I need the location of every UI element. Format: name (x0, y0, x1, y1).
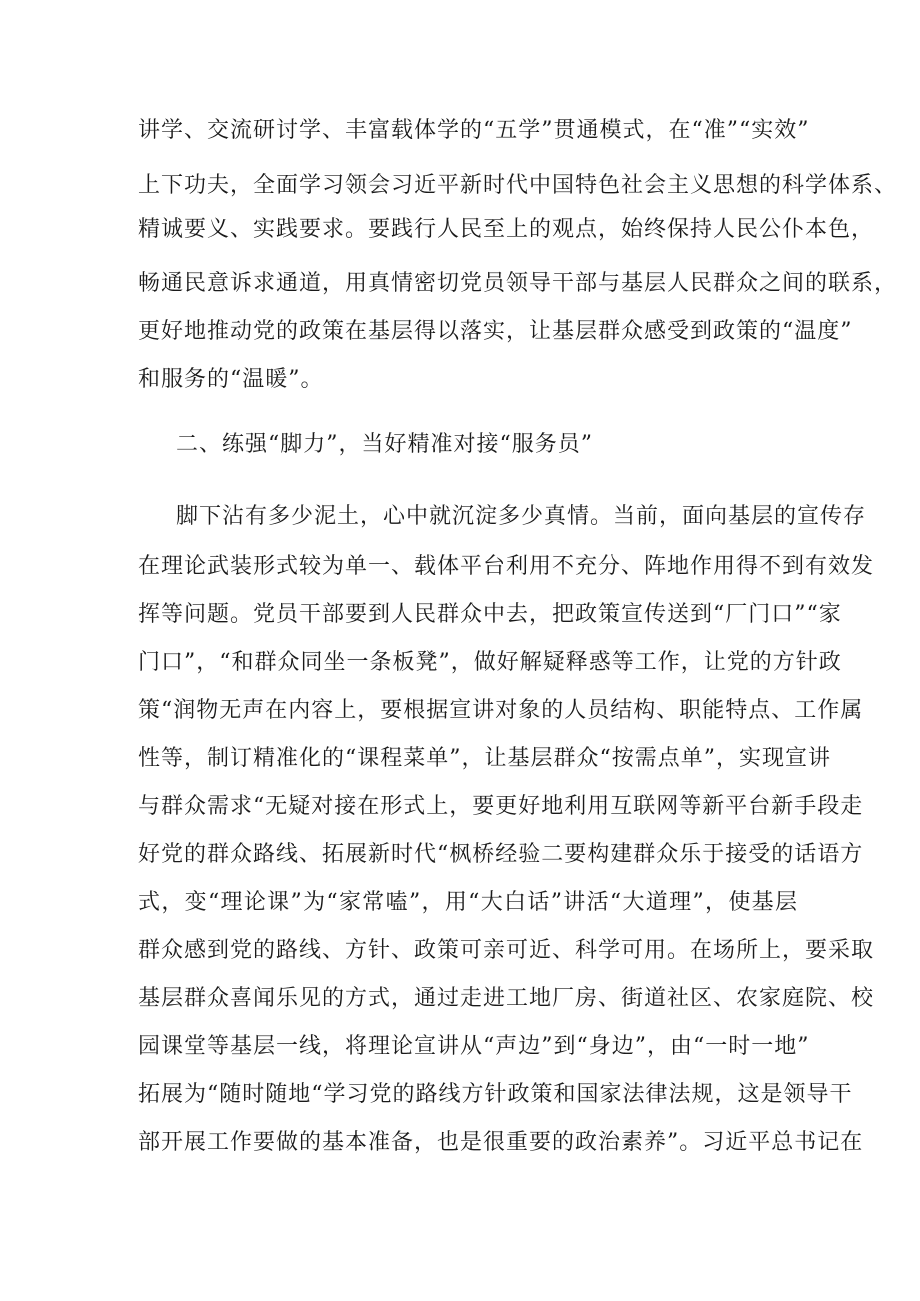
paragraph-2-line-14: 部开展工作要做的基本准备，也是很重要的政治素养”。习近平总书记在 (138, 1130, 864, 1155)
paragraph-2-line-2: 在理论武装形式较为单一、载体平台利用不充分、阵地作用得不到有效发 (138, 554, 875, 579)
paragraph-1-line-2: 上下功夫，全面学习领会习近平新时代中国特色社会主义思想的科学体系、 (138, 173, 898, 198)
paragraph-2-line-8: 好党的群众路线、拓展新时代“枫桥经验二要构建群众乐于接受的话语方 (138, 842, 864, 867)
paragraph-2-line-4: 门口”，“和群众同坐一条板凳”，做好解疑释惑等工作，让党的方针政 (138, 650, 842, 675)
paragraph-2-line-5: 策“润物无声在内容上，要根据宣讲对象的人员结构、职能特点、工作属 (138, 698, 864, 723)
paragraph-2-line-10: 群众感到党的路线、方针、政策可亲可近、科学可用。在场所上，要采取 (138, 938, 875, 963)
paragraph-2-line-1: 脚下沾有多少泥土，心中就沉淀多少真情。当前，面向基层的宣传存 (176, 504, 867, 529)
section-heading: 二、练强“脚力”，当好精准对接“服务员” (176, 432, 593, 457)
paragraph-2-line-11: 基层群众喜闻乐见的方式，通过走进工地厂房、街道社区、农家庭院、校 (138, 986, 875, 1011)
paragraph-1-line-1: 讲学、交流研讨学、丰富载体学的“五学”贯通模式，在“准”“实效” (138, 118, 810, 143)
paragraph-1-line-5: 更好地推动党的政策在基层得以落实，让基层群众感受到政策的“温度” (138, 319, 853, 344)
paragraph-2-line-7: 与群众需求“无疑对接在形式上，要更好地利用互联网等新平台新手段走 (138, 794, 864, 819)
paragraph-1-line-4: 畅通民意诉求通道，用真情密切党员领导干部与基层人民群众之间的联系， (138, 271, 898, 296)
paragraph-2-line-12: 园课堂等基层一线，将理论宣讲从“声边”到“身边”，由“一时一地” (138, 1034, 810, 1059)
paragraph-2-line-13: 拓展为“随时随地“学习党的路线方针政策和国家法律法规，这是领导干 (138, 1082, 853, 1107)
paragraph-2-line-3: 挥等问题。党员干部要到人民群众中去，把政策宣传送到“厂门口”“家 (138, 602, 842, 627)
paragraph-1-line-3: 精诚要义、实践要求。要践行人民至上的观点，始终保持人民公仆本色， (138, 217, 875, 242)
paragraph-1-line-6: 和服务的“温暖”。 (138, 367, 324, 392)
paragraph-2-line-9: 式，变“理论课”为“家常嗑”，用“大白话”讲活“大道理”，使基层 (138, 890, 798, 915)
paragraph-2-line-6: 性等，制订精准化的“课程菜单”，让基层群众“按需点单”，实现宣讲 (138, 746, 831, 771)
